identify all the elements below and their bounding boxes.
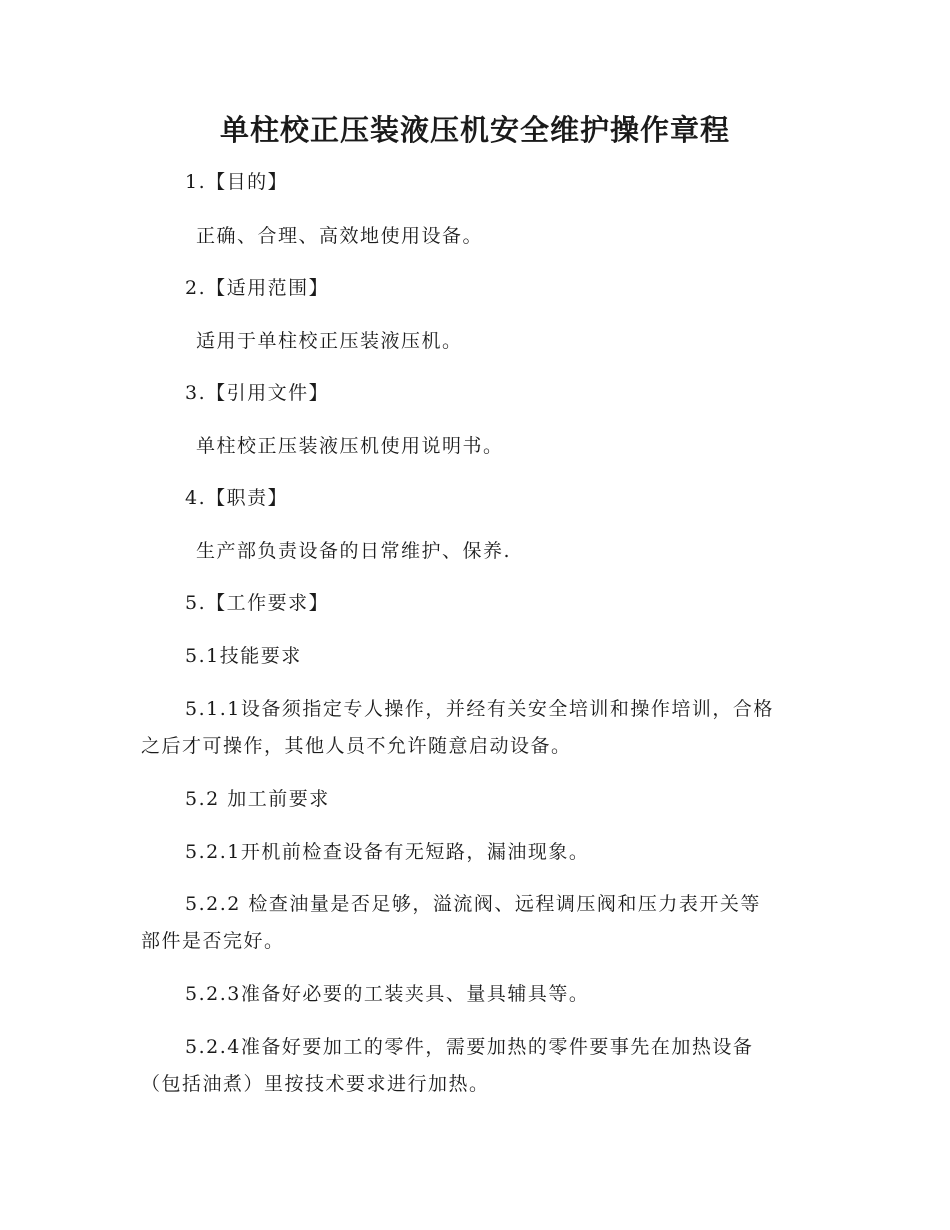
section-heading-references: 3.【引用文件】 xyxy=(185,382,330,404)
section-heading-purpose: 1.【目的】 xyxy=(185,171,289,193)
paragraph-5-2-4-line2: （包括油煮）里按技术要求进行加热。 xyxy=(141,1073,490,1095)
section-body-purpose: 正确、合理、高效地使用设备。 xyxy=(196,225,484,247)
section-heading-responsibilities: 4.【职责】 xyxy=(185,487,289,509)
section-heading-requirements: 5.【工作要求】 xyxy=(185,592,330,614)
paragraph-5-1-1-line1: 5.1.1设备须指定专人操作，并经有关安全培训和操作培训，合格 xyxy=(185,698,774,720)
paragraph-5-2-4-line1: 5.2.4准备好要加工的零件，需要加热的零件要事先在加热设备 xyxy=(185,1036,754,1058)
paragraph-5-2-2-line1: 5.2.2 检查油量是否足够，溢流阀、远程调压阀和压力表开关等 xyxy=(185,893,761,915)
paragraph-5-2-2-line2: 部件是否完好。 xyxy=(141,930,285,952)
subsection-5-2: 5.2 加工前要求 xyxy=(185,788,330,810)
document-title: 单柱校正压装液压机安全维护操作章程 xyxy=(219,113,730,147)
section-body-responsibilities: 生产部负责设备的日常维护、保养. xyxy=(196,540,512,562)
paragraph-5-2-3: 5.2.3准备好必要的工装夹具、量具辅具等。 xyxy=(185,983,590,1005)
paragraph-5-2-1: 5.2.1开机前检查设备有无短路，漏油现象。 xyxy=(185,841,590,863)
subsection-5-1: 5.1技能要求 xyxy=(185,645,302,667)
paragraph-5-1-1-line2: 之后才可操作，其他人员不允许随意启动设备。 xyxy=(141,735,572,757)
section-heading-scope: 2.【适用范围】 xyxy=(185,277,330,299)
section-body-scope: 适用于单柱校正压装液压机。 xyxy=(196,330,463,352)
section-body-references: 单柱校正压装液压机使用说明书。 xyxy=(196,435,504,457)
